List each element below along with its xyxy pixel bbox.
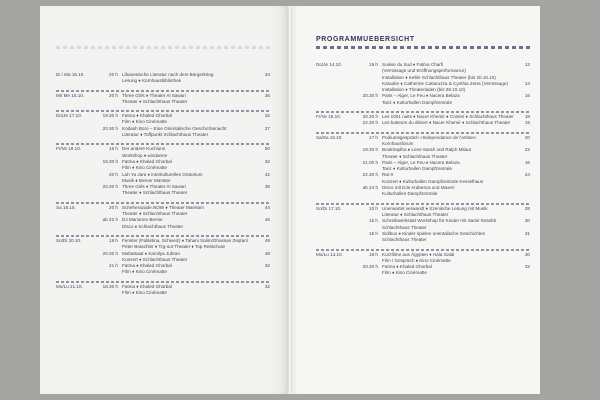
schedule-event: Musik ♦ Berner Münster — [122, 177, 171, 183]
schedule-row — [316, 120, 530, 126]
block-divider — [56, 90, 270, 92]
schedule-page-number: 31 — [524, 230, 530, 236]
schedule-page-number: 30 — [524, 251, 530, 257]
schedule-page-number: 19 — [524, 120, 530, 126]
block-divider — [316, 132, 530, 134]
schedule-event: Literatur ♦ Toffpunkt Schlachthaus Theater — [122, 132, 209, 138]
block-divider — [56, 235, 270, 237]
schedule-event: Fenster (Palästina, Schweiz) ♦ Tahani Salim/Ghassan Zeqtan/ — [122, 238, 249, 243]
right-page — [290, 6, 540, 394]
schedule-row — [56, 99, 270, 105]
schedule-page-number: 44 — [264, 204, 270, 210]
schedule-event: Peter Braschler ♦ Trg-out Theater ♦ Top Reitschule — [122, 244, 226, 250]
schedule-event: Fatma ♦ Khaled Ghorbal — [122, 263, 172, 269]
schedule-event: Theater ♦ Schlachthaus Theater — [382, 153, 448, 159]
schedule-page-number: 30 — [524, 218, 530, 224]
schedule-event: (Vernissage und Eröffnungsperformance) — [382, 68, 466, 74]
schedule-time: 21 h — [109, 263, 118, 269]
schedule-event: Film ♦ Kino Cinématte — [122, 269, 167, 275]
schedule-event: Schreibwerkstatt Workshop für Kinder mit Samir Essebti — [382, 218, 497, 224]
block-divider — [56, 202, 270, 204]
schedule-time: 20.30 h — [102, 184, 118, 190]
schedule-event: Konzert ♦ Schlachthaus Theater — [122, 256, 188, 262]
schedule-row — [56, 190, 270, 196]
schedule-page-number: 46 — [264, 217, 270, 223]
schedule-event: Suisse du Sud ♦ Fatma Charfi — [382, 62, 444, 67]
left-page — [40, 6, 290, 394]
schedule-date: Do/Je 17.10. — [56, 113, 83, 119]
page-heading: PROGRAMMUEBERSICHT — [316, 36, 415, 43]
schedule-time: 18 h — [369, 251, 378, 257]
schedule-event: Libanesische Literatur nach dem Bürgerkrieg — [122, 72, 214, 77]
schedule-time: 22.30 h — [362, 172, 378, 178]
schedule-page-number: 22 — [524, 147, 530, 153]
block-divider — [316, 249, 530, 251]
schedule-date: Fr/Ve 18.10. — [56, 146, 82, 152]
schedule-event: Unerwartet verwandt ♦ Szenische Lesung mit Musik — [382, 205, 488, 211]
schedule-time: 17 h — [369, 134, 378, 140]
schedule-row — [56, 290, 270, 296]
schedule-time: 19 h — [109, 238, 118, 243]
schedule-event: Lah Ya Jara ♦ interkulturelles Oratorium — [122, 171, 203, 177]
schedule-row — [316, 100, 530, 106]
block-divider — [56, 143, 270, 145]
schedule-time: 20.30 h — [102, 250, 118, 256]
schedule-event: Lesung ♦ Kornhausbibliothek — [122, 78, 182, 84]
schedule-page-number: 24 — [524, 172, 530, 178]
schedule-date: Do/Je 14.10. — [316, 62, 343, 67]
schedule-date: Sa/Sa 16.10. — [316, 134, 343, 140]
schedule-row — [56, 269, 270, 275]
schedule-event: Fatma ♦ Khaled Ghorbal — [122, 113, 172, 119]
schedule-event: Konzert ♦ Kulturhallen Dampfzentrale Kesselhaus — [382, 178, 484, 184]
schedule-page-number: 37 — [264, 125, 270, 131]
schedule-date: So/Di 20.10. — [56, 238, 82, 243]
schedule-event: DJ Marianne Bernie — [122, 217, 163, 223]
schedule-page-number: 42 — [264, 171, 270, 177]
schedule-event: Tanz ♦ Kulturhallen Dampfzentrale — [382, 166, 453, 172]
schedule-day-block — [56, 113, 270, 138]
schedule-row — [56, 224, 270, 230]
schedule-time: 20 h — [109, 92, 118, 98]
schedule-day-block — [56, 93, 270, 106]
schedule-day-block — [316, 252, 530, 277]
schedule-day-block — [316, 135, 530, 198]
schedule-event: Film ♦ Kino Cinématte — [122, 119, 167, 125]
schedule-time: 16 h — [109, 146, 118, 152]
schedule-date: Mo/Lu 14.10. — [316, 251, 343, 257]
schedule-row — [56, 132, 270, 138]
schedule-time: 18.30 h — [102, 283, 118, 289]
schedule-day-block — [316, 206, 530, 244]
schedule-event: Der andere Kuchiuns — [122, 146, 166, 152]
schedule-event: Literatur ♦ Schlachthaus Theater — [382, 211, 449, 217]
schedule-time: 20 h — [109, 72, 118, 77]
schedule-time: 15 h — [369, 230, 378, 236]
schedule-event: Three Girls ♦ Theater Al Sawari — [122, 92, 186, 98]
schedule-event: Installation ♦ Kellér Schlachthaus Theater (bis 20.10.10) — [382, 74, 496, 80]
schedule-date: Di / Ma 15.10. — [56, 72, 85, 77]
schedule-page-number: 36 — [264, 92, 270, 98]
schedule-event: Tanz ♦ Kulturhallen Dampfzentrale — [382, 99, 453, 105]
schedule-page-number: 16 — [524, 159, 530, 165]
top-divider — [56, 46, 270, 49]
schedule-event: Theater ♦ Schlachthaus Theater — [122, 98, 188, 104]
schedule-event: Film / Gespräch ♦ Kino Cinématte — [382, 257, 451, 263]
schedule-event: Booktraplha ♦ Lene Sarah und Ralph Milaut — [382, 147, 471, 153]
schedule-page-number: 12 — [524, 62, 530, 67]
schedule-row — [56, 78, 270, 84]
schedule-page-number: 20 — [524, 134, 530, 140]
schedule-date: So/Di 17.10. — [316, 205, 342, 211]
schedule-time: 18.30 h — [102, 158, 118, 164]
schedule-event: Theater ♦ Schlachthaus Theater — [122, 190, 188, 196]
schedule-page-number: 16 — [524, 93, 530, 99]
schedule-event: Schlachthaus Theater — [382, 237, 427, 243]
open-booklet — [40, 6, 540, 394]
schedule-time: 18.30 h — [102, 113, 118, 119]
schedule-event: Scheherazade.NOW ♦ Theater Marelam — [122, 204, 204, 210]
schedule-page-number: 18 — [524, 114, 530, 120]
schedule-time: ab 24 h — [362, 185, 378, 191]
schedule-time: 19 h — [369, 62, 378, 67]
schedule-time: 15 h — [369, 218, 378, 224]
schedule-page-number: 34 — [264, 72, 270, 77]
schedule-day-block — [56, 205, 270, 230]
schedule-event: Schlachthaus Theater — [382, 224, 427, 230]
schedule-date: Sa 19.10. — [56, 204, 76, 210]
schedule-event: Rai-X — [382, 172, 394, 178]
schedule-row — [316, 270, 530, 276]
schedule-day-block — [56, 72, 270, 85]
schedule-page-number: 32 — [264, 158, 270, 164]
schedule-time: 21.00 h — [362, 159, 378, 165]
schedule-page-number: 32 — [264, 283, 270, 289]
schedule-day-block — [56, 238, 270, 276]
schedule-event: Paris – Alger, Le Feu ♦ Nacera Belaza — [382, 159, 460, 165]
schedule-day-block — [56, 284, 270, 297]
schedule-date: Mo/Lu 21.10. — [56, 283, 83, 289]
schedule-event: Paris – Alger, Le Feu ♦ Nacera Belaza — [382, 93, 460, 99]
schedule-time: 20 h — [109, 171, 118, 177]
schedule-event: Fatma ♦ Khaled Ghorbal — [122, 283, 172, 289]
schedule-time: 22.30 h — [362, 120, 378, 126]
schedule-day-block — [316, 114, 530, 127]
block-divider — [316, 111, 530, 113]
schedule-event: Les batteurs du désert ♦ Nacer Khemir ♦ Schlachthaus Theater — [382, 120, 511, 126]
schedule-page-number: 48 — [264, 238, 270, 243]
schedule-event: Film ♦ Kino Cinématte — [122, 290, 167, 296]
schedule-day-block — [316, 62, 530, 106]
schedule-date: MI/ Me 16.10. — [56, 92, 85, 98]
schedule-event: Fatma ♦ Khaled Ghorbal — [382, 264, 432, 270]
schedule-page-number: 32 — [264, 113, 270, 119]
schedule-day-block — [56, 146, 270, 196]
schedule-event: Film ♦ Kino Cinématte — [382, 270, 427, 276]
schedule-time: 20.30 h — [362, 114, 378, 120]
fold-shadow — [270, 6, 290, 394]
heading-divider — [316, 46, 530, 49]
schedule-event: Kulturhallen Dampfzentrale — [382, 191, 438, 197]
schedule-time: 19.30 h — [362, 147, 378, 153]
schedule-event: Kodash Boro – Eine Orientalische Geschichtenacht — [122, 125, 227, 131]
schedule-time: 10 h — [369, 205, 378, 211]
schedule-event: Kurzfilme aus Ägypten ♦ Hala Galal — [382, 251, 455, 257]
schedule-date: Fr/Ve 15.10. — [316, 114, 342, 120]
schedule-event: Theater ♦ Schlachthaus Theater — [122, 211, 188, 217]
schedule-page-number: 50 — [264, 146, 270, 152]
schedule-page-number: 32 — [524, 264, 530, 270]
schedule-time: ab 22 h — [102, 217, 118, 223]
schedule-page-number: 14 — [524, 80, 530, 86]
schedule-event: Podiumsgespräch «Independance de l'artiste» — [382, 134, 477, 140]
schedule-page-number: 36 — [264, 184, 270, 190]
schedule-time: 20 h — [109, 204, 118, 210]
schedule-row — [316, 191, 530, 197]
schedule-event: Les 1001 nuits ♦ Nacer Khemir ♦ Contes ♦ Schlachthaus Theater — [382, 114, 514, 120]
block-divider — [56, 110, 270, 112]
schedule-event: Film ♦ Kino Cinématte — [122, 165, 167, 171]
schedule-row — [316, 237, 530, 243]
block-divider — [56, 281, 270, 283]
schedule-event: Installation ♦ Theaterladen (bis 28.10.10) — [382, 87, 466, 93]
schedule-event: Fatma ♦ Khaled Ghorbal — [122, 158, 172, 164]
schedule-event: Disco ♦ Schlachthaus Theater — [122, 223, 183, 229]
schedule-event: Disco mit DJs Arabesca und Maxeri — [382, 185, 455, 191]
schedule-event: Sidiboo ♦ Kinder spielen orientalische Geschichten — [382, 230, 486, 236]
schedule-event: Mahatsaat ♦ Kamilya Jubran — [122, 250, 181, 256]
booklet-spine — [288, 6, 292, 394]
schedule-page-number: 48 — [264, 250, 270, 256]
schedule-page-number: 28 — [524, 205, 530, 211]
schedule-event: Workshop ♦ windanne — [122, 152, 168, 158]
schedule-event: Karaoke ♦ Catherine Cattaruzza & Cynthia Zeiss (Vernissage) — [382, 80, 508, 86]
schedule-event: Kornhausforum — [382, 140, 414, 146]
block-divider — [316, 203, 530, 205]
schedule-event: Three Girls ♦ Theater Al Sawari — [122, 184, 186, 190]
schedule-time: 20.30 h — [362, 264, 378, 270]
schedule-page-number: 32 — [264, 263, 270, 269]
schedule-time: 20.30 h — [102, 125, 118, 131]
schedule-time: 20.30 h — [362, 93, 378, 99]
